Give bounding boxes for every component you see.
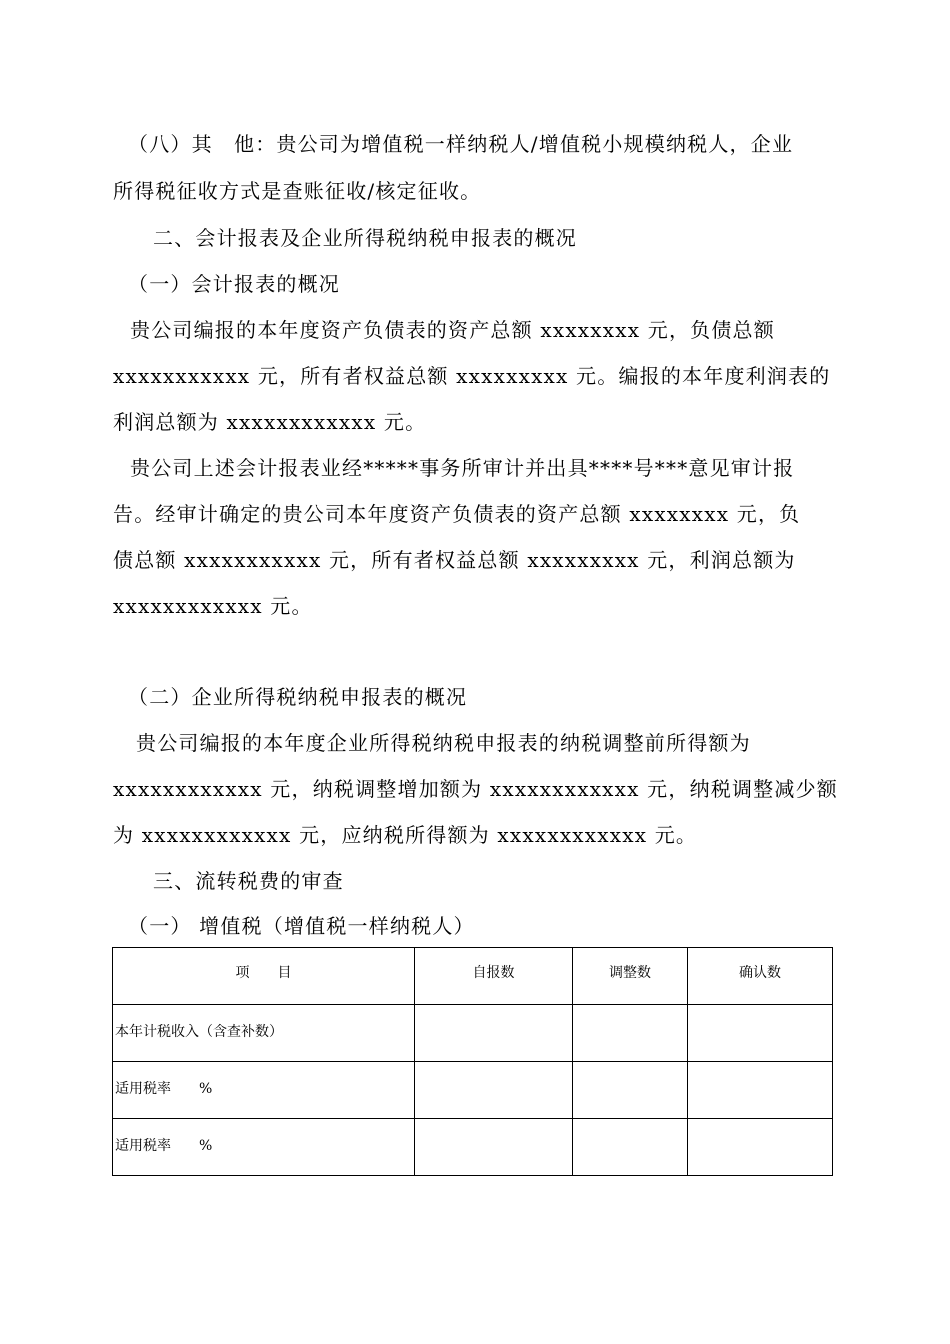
table-cell xyxy=(415,1119,573,1176)
row-label: 适用税率 % xyxy=(113,1119,415,1176)
subsection-heading: （一） 增值税（增值税一样纳税人） xyxy=(128,914,475,938)
header-confirmed: 确认数 xyxy=(688,948,833,1005)
paragraph-line: 利润总额为 xxxxxxxxxxxx 元。 xyxy=(113,410,427,434)
row-label: 适用税率 % xyxy=(113,1062,415,1119)
table-cell xyxy=(573,1062,688,1119)
header-item: 项 目 xyxy=(113,948,415,1005)
table-row xyxy=(113,1005,833,1062)
paragraph-line: 贵公司编报的本年度资产负债表的资产总额 xxxxxxxx 元，负债总额 xyxy=(130,318,775,342)
section-heading: 三、流转税费的审查 xyxy=(153,869,344,893)
paragraph-line: 贵公司编报的本年度企业所得税纳税申报表的纳税调整前所得额为 xyxy=(136,731,751,755)
table-cell xyxy=(415,1005,573,1062)
vat-table xyxy=(112,947,833,1176)
table-row xyxy=(113,1119,833,1176)
subsection-heading: （二）企业所得税纳税申报表的概况 xyxy=(128,685,468,709)
paragraph-line: xxxxxxxxxxx 元，所有者权益总额 xxxxxxxxx 元。编报的本年度利润表的 xyxy=(113,364,831,388)
table-header-row xyxy=(113,948,833,1005)
table-cell xyxy=(688,1062,833,1119)
table-cell xyxy=(415,1062,573,1119)
subsection-heading: （一）会计报表的概况 xyxy=(128,272,340,296)
table-cell xyxy=(573,1119,688,1176)
header-adjustment: 调整数 xyxy=(573,948,688,1005)
paragraph-line: 贵公司上述会计报表业经*****事务所审计并出具****号***意见审计报 xyxy=(130,456,795,480)
table-row xyxy=(113,1062,833,1119)
paragraph-line: 为 xxxxxxxxxxxx 元，应纳税所得额为 xxxxxxxxxxxx 元。 xyxy=(113,823,698,847)
paragraph-line: 告。经审计确定的贵公司本年度资产负债表的资产总额 xxxxxxxx 元，负 xyxy=(113,502,801,526)
table-cell xyxy=(688,1119,833,1176)
paragraph-line: 所得税征收方式是查账征收/核定征收。 xyxy=(113,179,482,203)
row-label: 本年计税收入（含查补数） xyxy=(113,1005,415,1062)
table-cell xyxy=(688,1005,833,1062)
section-heading: 二、会计报表及企业所得税纳税申报表的概况 xyxy=(153,226,577,250)
header-self-reported: 自报数 xyxy=(415,948,573,1005)
paragraph-line: xxxxxxxxxxxx 元，纳税调整增加额为 xxxxxxxxxxxx 元，纳税调整减少额 xyxy=(113,777,838,801)
paragraph-line: 债总额 xxxxxxxxxxx 元，所有者权益总额 xxxxxxxxx 元，利润总额为 xyxy=(113,548,796,572)
paragraph-line: （八）其 他：贵公司为增值税一样纳税人/增值税小规模纳税人，企业 xyxy=(128,132,794,156)
paragraph-line: xxxxxxxxxxxx 元。 xyxy=(113,594,313,618)
table-cell xyxy=(573,1005,688,1062)
